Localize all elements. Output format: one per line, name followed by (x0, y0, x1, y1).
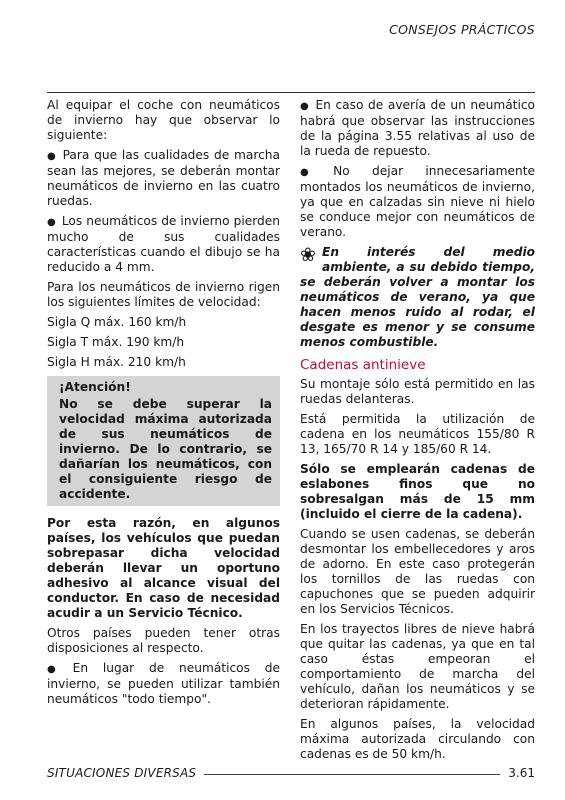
flower-icon: ❀ (300, 244, 316, 266)
other-countries-paragraph: Otros países pueden tener otras disposiciones al respecto. (47, 626, 280, 655)
intro-paragraph: Al equipar el coche con neumáticos de invierno hay que observar lo siguiente: (47, 98, 280, 142)
bullet-spare-wheel (300, 98, 535, 159)
speed-limit-h: Sigla H máx. 210 km/h (47, 355, 186, 369)
speed-limits-intro: Para los neumáticos de invierno rigen los siguientes límites de velocidad: (47, 280, 280, 309)
chains-paragraph-2: Está permitida la utilización de cadena en los neumáticos 155/80 R 13, 165/70 R 14 y 185/60 R 14. (300, 412, 535, 456)
chains-paragraph-3: Sólo se emplearán cadenas de eslabones finos que no sobresalgan más de 15 mm (incluido el cierre de la cadena). (300, 462, 535, 521)
running-header: CONSEJOS PRÁCTICOS (389, 22, 535, 37)
adhesive-paragraph: Por esta razón, en algunos países, los vehículos que puedan sobrepasar dicha velocidad deberán llevar un oportuno adhesivo al alcance visual del conductor. En caso de necesidad acudir a un Servicio Técnico. (47, 516, 280, 620)
chains-paragraph-1: Su montaje sólo está permitido en las ruedas delanteras. (300, 377, 535, 406)
chains-paragraph-5: En los trayectos libres de nieve habrá que quitar las cadenas, ya que en tal caso éstas empeoran el comportamiento de marcha del vehículo, dañan los neumáticos y se deterioran rápidamente. (300, 622, 535, 711)
environment-note (300, 245, 535, 350)
left-column (47, 98, 280, 712)
bullet-text: Para que las cualidades de marcha sean las mejores, se deberán montar neumáticos de invierno en las cuatro ruedas. (47, 148, 280, 208)
footer-rule (204, 774, 500, 775)
bullet-text: Los neumáticos de invierno pierden mucho de sus cualidades características cuando el dibujo se ha reducido a 4 mm. (47, 214, 280, 274)
warning-text: No se debe superar la velocidad máxima autorizada de sus neumáticos de invierno. De lo contrario, se dañarían los neumáticos, con el consiguiente riesgo de accidente. (59, 397, 272, 501)
page-number: 3.61 (508, 766, 535, 780)
bullet-all-season (47, 661, 280, 707)
bullet-text: En lugar de neumáticos de invierno, se pueden utilizar también neumáticos "todo tiempo". (47, 661, 280, 706)
speed-limit-q: Sigla Q máx. 160 km/h (47, 315, 187, 329)
speed-limit-t: Sigla T máx. 190 km/h (47, 335, 185, 349)
chains-paragraph-4: Cuando se usen cadenas, se deberán desmontar los embellecedores y aros de adorno. En este caso protegerán los tornillos de las ruedas con capuchones que se pueden adquirir en los Servicios Técnicos. (300, 527, 535, 616)
section-title-snow-chains: Cadenas antinieve (300, 357, 426, 373)
warning-box (47, 376, 280, 506)
header-rule (47, 92, 535, 93)
page-footer (47, 766, 535, 781)
bullet-four-wheels (47, 148, 280, 209)
footer-section: SITUACIONES DIVERSAS (47, 766, 197, 780)
warning-title: ¡Atención! (59, 380, 131, 394)
bullet-tread-depth (47, 214, 280, 275)
right-column (300, 98, 535, 767)
bullet-text: En caso de avería de un neumático habrá que observar las instrucciones de la página 3.55 relativas al uso de la rueda de repuesto. (300, 98, 535, 158)
bullet-text: No dejar innecesariamente montados los neumáticos de invierno, ya que en calzadas sin nieve ni hielo se conduce mejor con neumáticos de verano. (300, 164, 535, 239)
bullet-summer-tyres (300, 164, 535, 240)
chains-paragraph-6: En algunos países, la velocidad máxima autorizada circulando con cadenas es de 50 km/h. (300, 717, 535, 761)
environment-text: En interés del medio ambiente, a su debido tiempo, se deberán volver a montar los neumáticos de verano, ya que hacen menos ruido al rodar, el desgate es menor y se consume menos combustible. (300, 245, 535, 349)
